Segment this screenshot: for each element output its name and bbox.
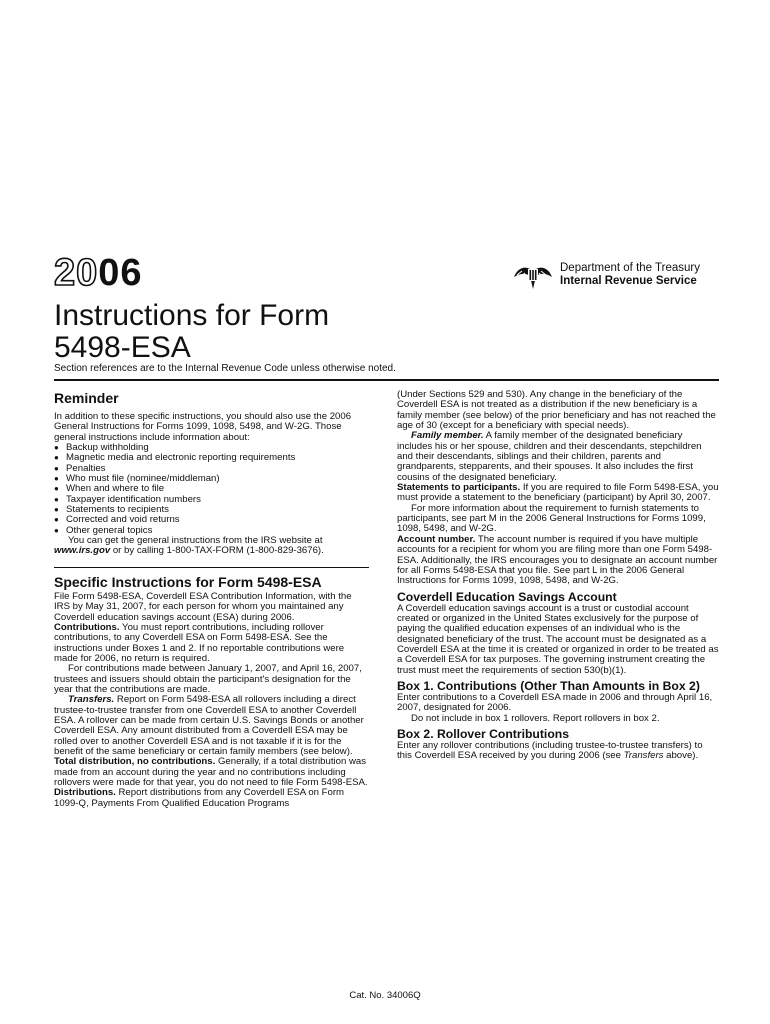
- list-item: ● Other general topics: [54, 526, 369, 536]
- right-column: [397, 390, 719, 762]
- reminder-topic-list: [54, 443, 369, 536]
- account-number-text: The account number is required if you have multiple accounts for a recipient for whom you are filing more than one Form 5498-ESA. Additionally, the IRS encourages you to designate an account number for all Forms 5498-ESA that you file. See part L in the 2006 General Instructions for Forms 1099, 1098, 5498, and W-2G.: [397, 533, 718, 587]
- family-member-text: A family member of the designated beneficiary includes his or her spouse, children and their descendants, stepchildren and their descendants, siblings and their children, parents and grandparents, stepparents, and their spouses. It also includes the first cousins of the designated beneficiary.: [397, 430, 702, 483]
- website-pre-text: You can get the general instructions from the IRS website at: [68, 535, 323, 547]
- box2-text-pre: Enter any rollover contributions (including trustee-to-trustee transfers) to this Coverdell ESA received by you during 2006 (see: [397, 739, 703, 762]
- list-item: ● Who must file (nominee/middleman): [54, 474, 369, 484]
- contributions-paragraph: [54, 623, 369, 664]
- family-member-label: Family member.: [411, 430, 484, 442]
- total-distribution-text: Generally, if a total distribution was made from an account during the year and no contributions including rollovers were made for that year, you do not need to file Form 5498-ESA.: [54, 756, 368, 788]
- distributions-label: Distributions.: [54, 787, 116, 799]
- section-divider: [54, 567, 369, 568]
- reminder-heading: Reminder: [54, 390, 119, 406]
- more-info-paragraph: For more information about the requirement to furnish statements to participants, see part M in the 2006 General Instructions for Forms 1099, 1098, 5498, and W-2G.: [397, 502, 706, 535]
- list-item: ● Penalties: [54, 464, 369, 474]
- list-item: ● When and where to file: [54, 484, 369, 494]
- distributions-text: Report distributions from any Coverdell ESA on Form 1099-Q, Payments From Qualified Education Programs: [54, 787, 345, 809]
- code-reference-note: Section references are to the Internal Revenue Code unless otherwise noted.: [54, 363, 396, 374]
- contributions-label: Contributions.: [54, 621, 120, 633]
- list-item: ● Taxpayer identification numbers: [54, 495, 369, 505]
- page-title: [54, 300, 329, 364]
- total-distribution-paragraph: [54, 757, 369, 788]
- irs-eagle-logo: [512, 261, 554, 291]
- box1-paragraph: Enter contributions to a Coverdell ESA made in 2006 and through April 16, 2007, designated for 2006.: [397, 691, 713, 714]
- family-member-paragraph: [397, 431, 719, 483]
- specific-instructions-heading: Specific Instructions for Form 5498-ESA: [54, 573, 322, 590]
- contributions-text: You must report contributions, including rollover contributions, to any Coverdell ESA on Form 5498-ESA. See the instructions under Boxes 1 and 2. If no reportable contributions were made for 2006, no return is required.: [54, 621, 345, 664]
- catalog-number: Cat. No. 34006Q: [349, 990, 421, 1001]
- box2-transfers-reference: Transfers: [623, 750, 664, 762]
- coverdell-heading: Coverdell Education Savings Account: [397, 589, 617, 604]
- statements-text: If you are required to file Form 5498-ESA, you must provide a statement to the beneficiary (participant) by April 30, 2007.: [397, 482, 719, 504]
- list-item: ● Statements to recipients: [54, 505, 369, 515]
- list-item: ● Corrected and void returns: [54, 515, 369, 525]
- website-post-text: or by calling 1-800-TAX-FORM (1-800-829-3676).: [112, 545, 324, 557]
- year-solid-digits: 06: [98, 252, 143, 294]
- transfers-paragraph: [54, 695, 369, 757]
- reminder-intro: In addition to these specific instructions, you should also use the 2006 General Instructions for Forms 1099, 1098, 5498, and W-2G. Those general instructions include information about:: [54, 411, 352, 443]
- agency-department: Department of the Treasury: [560, 262, 700, 274]
- total-distribution-label: Total distribution, no contributions.: [54, 756, 216, 768]
- box2-text-post: above).: [666, 750, 699, 762]
- agency-irs: Internal Revenue Service: [560, 275, 697, 287]
- form-year: [54, 254, 143, 292]
- account-number-paragraph: [397, 535, 719, 587]
- coverdell-paragraph: A Coverdell education savings account is a trust or custodial account created or organized in the United States exclusively for the purpose of paying the qualified education expenses of an individual who is the designated beneficiary of the trust. The account must be designated as a Coverdell ESA at the time it is created or organized in order to be treated as a Coverdell ESA for tax purposes. The governing instrument creating the trust must meet the requirements of section 530(b)(1).: [397, 602, 719, 676]
- transfers-text: Report on Form 5498-ESA all rollovers including a direct trustee-to-trustee transfer from one Coverdell ESA to another Coverdell ESA. A rollover can be made from certain U.S. Savings Bonds or another Coverdell ESA. Any amount distributed from a Coverdell ESA may be rolled over to another Coverdell ESA and is not taxable if it is for the benefit of the same beneficiary or certain family members (see below).: [54, 694, 364, 757]
- transfers-label: Transfers.: [68, 694, 115, 706]
- year-outline-digits: 20: [54, 252, 99, 294]
- header-rule: [54, 379, 719, 381]
- agency-block: [560, 262, 700, 288]
- general-instructions-website: [54, 536, 369, 557]
- list-item: ● Backup withholding: [54, 443, 369, 453]
- title-line-2: 5498-ESA: [54, 331, 191, 364]
- contribution-timing-paragraph: For contributions made between January 1, 2007, and April 16, 2007, trustees and issuers should obtain the participant's designation for the year that the contributions are made.: [54, 663, 362, 695]
- box1-heading: Box 1. Contributions (Other Than Amounts in Box 2): [397, 678, 700, 693]
- filing-paragraph: File Form 5498-ESA, Coverdell ESA Contribution Information, with the IRS by May 31, 2007, for each person for whom you maintained any Coverdell education savings account (ESA) during 2006.: [54, 590, 352, 623]
- beneficiary-change-paragraph: (Under Sections 529 and 530). Any change in the beneficiary of the Coverdell ESA is not treated as a distribution if the new beneficiary is a family member (see below) of the prior beneficiary and has not reached the age of 30 (except for a beneficiary with special needs).: [397, 389, 716, 432]
- box2-heading: Box 2. Rollover Contributions: [397, 726, 569, 741]
- left-column: [54, 390, 369, 809]
- distributions-paragraph: [54, 788, 369, 809]
- box1-note: Do not include in box 1 rollovers. Report rollovers in box 2.: [411, 712, 660, 724]
- statements-label: Statements to participants.: [397, 482, 521, 494]
- box2-paragraph: [397, 741, 719, 762]
- irs-website-link[interactable]: www.irs.gov: [54, 545, 111, 557]
- list-item: ● Magnetic media and electronic reporting requirements: [54, 453, 369, 463]
- account-number-label: Account number.: [397, 533, 476, 545]
- statements-paragraph: [397, 483, 719, 504]
- title-line-1: Instructions for Form: [54, 299, 330, 332]
